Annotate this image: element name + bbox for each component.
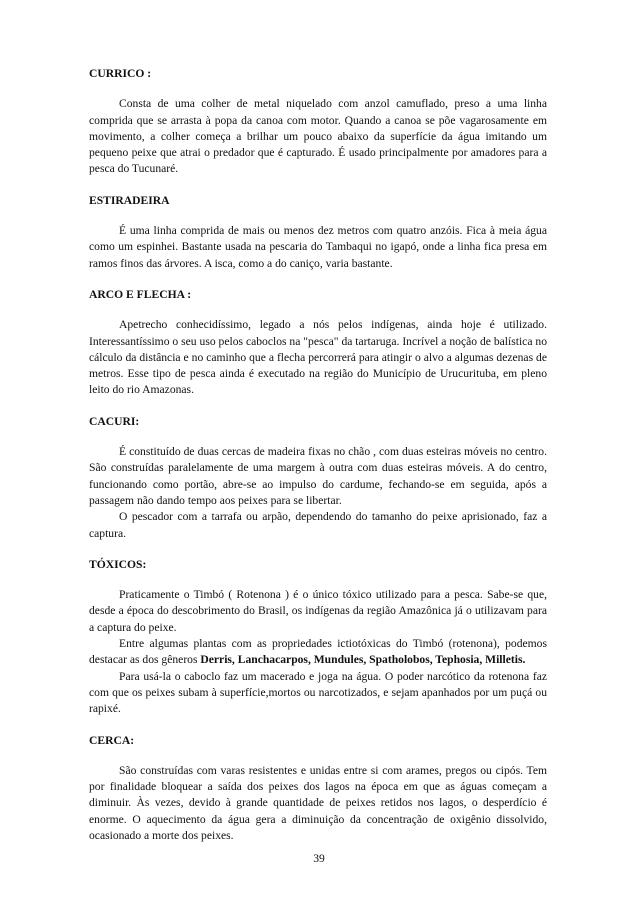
- section-toxicos: [89, 557, 547, 718]
- paragraph-genera: [89, 636, 547, 669]
- paragraph: Praticamente o Timbó ( Rotenona ) é o único tóxico utilizado para a pesca. Sabe-se que, desde a época do descobrimento do Brasil, os indígenas da região Amazônica já o utilizavam para a captura do peixe.: [89, 588, 547, 634]
- paragraph-text: Entre algumas plantas com as propriedades ictiotóxicas do Timbó (rotenona), podemos destacar as dos gêneros: [89, 637, 547, 667]
- paragraph: São construídas com varas resistentes e unidas entre si com arames, pregos ou cipós. Tem por finalidade bloquear a saída dos peixes dos lagos na época em que as águas começam a diminuir. Às vezes, devido à grande quantidade de peixes retidos nos lagos, o desperdício é enorme. O aquecimento da água gera a diminuição da concentração de oxigênio dissolvido, ocasionado a morte dos peixes.: [89, 763, 547, 842]
- section-arco-e-flecha: [89, 287, 547, 399]
- section-heading: CURRICO :: [89, 67, 152, 80]
- section-cerca: [89, 733, 547, 845]
- paragraph: Consta de uma colher de metal niquelado com anzol camuflado, preso a uma linha comprida que se arrasta à popa da canoa com motor. Quando a canoa se põe vagarosamente em movimento, a colher começa a brilhar um pouco abaixo da superfície da água imitando um pequeno peixe que atrai o predador que é capturado. É usado principalmente por amadores para a pesca do Tucunaré.: [89, 97, 547, 176]
- paragraph: Apetrecho conhecidíssimo, legado a nós pelos indígenas, ainda hoje é utilizado. Interessantíssimo o seu uso pelos caboclos na "pesca" da tartaruga. Incrível a noção de balística no cálculo da distância e no caminho que a flecha percorrerá para atingir o alvo a algumas dezenas de metros. Esse tipo de pesca ainda é executado na região do Município de Urucurituba, em pleno leito do rio Amazonas.: [89, 318, 547, 397]
- section-heading: CERCA:: [89, 733, 135, 747]
- section-heading: CACURI:: [89, 414, 140, 428]
- page-number: 39: [313, 852, 325, 865]
- paragraph: É constituído de duas cercas de madeira fixas no chão , com duas esteiras móveis no centro. São construídas paralelamente de uma margem à outra com duas esteiras móveis. A do centro, funcionando como portão, abre-se ao impulso do cardume, fechando-se em seguida, após a passagem não dando tempo aos peixes para se libertar.: [89, 445, 547, 507]
- paragraph: É uma linha comprida de mais ou menos dez metros com quatro anzóis. Fica à meia água como um espinhei. Bastante usada na pescaria do Tambaqui no igapó, onde a linha fica presa em ramos finos das árvores. A isca, como a do caniço, varia bastante.: [89, 224, 547, 270]
- document-page: [89, 66, 547, 859]
- section-cacuri: [89, 414, 547, 542]
- section-estiradeira: [89, 193, 547, 272]
- section-heading: ESTIRADEIRA: [89, 193, 170, 207]
- section-heading: TÓXICOS:: [89, 557, 147, 571]
- section-heading: ARCO E FLECHA :: [89, 287, 192, 301]
- paragraph: Para usá-la o caboclo faz um macerado e joga na água. O poder narcótico da rotenona faz com que os peixes subam à superfície,mortos ou narcotizados, e sejam apanhados por um puçá ou rapixé.: [89, 669, 547, 716]
- genera-list: Derris, Lanchacarpos, Mundules, Spatholobos, Tephosia, Milletis.: [200, 653, 526, 667]
- paragraph: O pescador com a tarrafa ou arpão, dependendo do tamanho do peixe aprisionado, faz a captura.: [89, 510, 547, 540]
- section-currico: [89, 66, 547, 178]
